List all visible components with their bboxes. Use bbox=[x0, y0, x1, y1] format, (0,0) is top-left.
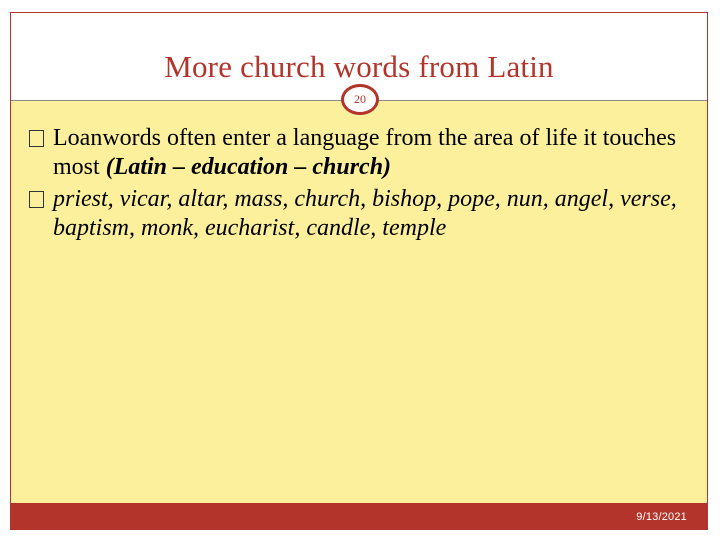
footer-bar bbox=[11, 503, 707, 529]
bullet-item bbox=[29, 124, 689, 182]
bullet-list bbox=[29, 124, 689, 246]
bullet-text: priest, vicar, altar, mass, church, bishop, pope, nun, angel, verse, baptism, monk, eucharist, candle, temple bbox=[53, 186, 677, 241]
hollow-square-bullet-icon bbox=[29, 191, 44, 208]
slide-number: 20 bbox=[354, 92, 366, 106]
slide-title: More church words from Latin bbox=[164, 49, 554, 84]
hollow-square-bullet-icon bbox=[29, 130, 44, 147]
footer-date: 9/13/2021 bbox=[636, 511, 687, 523]
bullet-item bbox=[29, 185, 689, 243]
bullet-emphasis: (Latin – education – church) bbox=[105, 154, 392, 180]
bullet-text: Loanwords often enter a language from the area of life it touches most bbox=[53, 125, 677, 180]
slide-number-badge bbox=[341, 84, 379, 115]
